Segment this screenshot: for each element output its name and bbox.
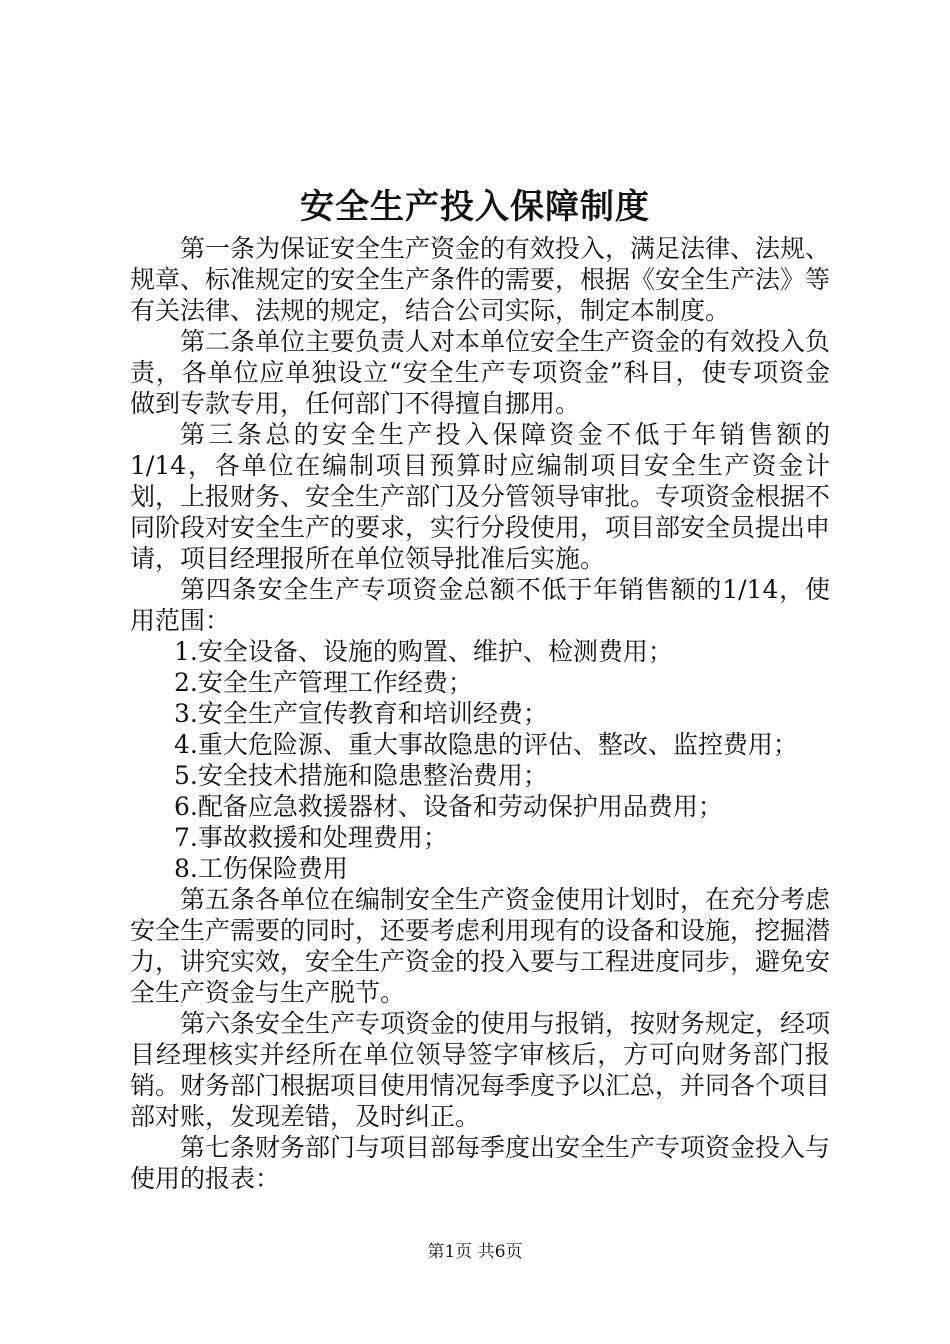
page-number-footer: 第1页 共6页 [427,1242,523,1262]
article-3: 第三条总的安全生产投入保障资金不低于年销售额的1/14，各单位在编制项目预算时应编制项目安全生产资金计划，上报财务、安全生产部门及分管领导审批。专项资金根据不同阶段对安全生产的要求，实行分段使用，项目部安全员提出申请，项目经理报所在单位领导批准后实施。 [130,420,831,573]
usage-list-item: 5.安全技术措施和隐患整治费用； [174,761,548,790]
article-1: 第一条为保证安全生产资金的有效投入，满足法律、法规、规章、标准规定的安全生产条件的需要，根据《安全生产法》等有关法律、法规的规定，结合公司实际，制定本制度。 [130,234,831,325]
document-title: 安全生产投入保障制度 [300,187,650,227]
usage-list-item: 3.安全生产宣传教育和培训经费； [174,699,548,728]
usage-list-item: 6.配备应急救援器材、设备和劳动保护用品费用； [174,792,723,821]
usage-list-item: 8.工伤保险费用 [174,854,348,883]
usage-list-item: 7.事故救援和处理费用； [174,823,448,852]
article-6: 第六条安全生产专项资金的使用与报销，按财务规定，经项目经理核实并经所在单位领导签字审核后，方可向财务部门报销。财务部门根据项目使用情况每季度予以汇总，并同各个项目部对账，发现差错，及时纠正。 [130,1009,831,1131]
article-5: 第五条各单位在编制安全生产资金使用计划时，在充分考虑安全生产需要的同时，还要考虑利用现有的设备和设施，挖掘潜力，讲究实效，安全生产资金的投入要与工程进度同步，避免安全生产资金与生产脱节。 [130,885,831,1007]
usage-list-item: 4.重大危险源、重大事故隐患的评估、整改、监控费用； [174,730,798,759]
article-7: 第七条财务部门与项目部每季度出安全生产专项资金投入与使用的报表： [130,1133,831,1193]
usage-list-item: 2.安全生产管理工作经费； [174,668,473,697]
document-body [130,233,830,1194]
article-2: 第二条单位主要负责人对本单位安全生产资金的有效投入负责，各单位应单独设立“安全生产专项资金”科目，使专项资金做到专款专用，任何部门不得擅自挪用。 [130,327,831,418]
article-4: 第四条安全生产专项资金总额不低于年销售额的1/14，使用范围： [130,575,830,635]
usage-list-item: 1.安全设备、设施的购置、维护、检测费用； [174,637,673,666]
